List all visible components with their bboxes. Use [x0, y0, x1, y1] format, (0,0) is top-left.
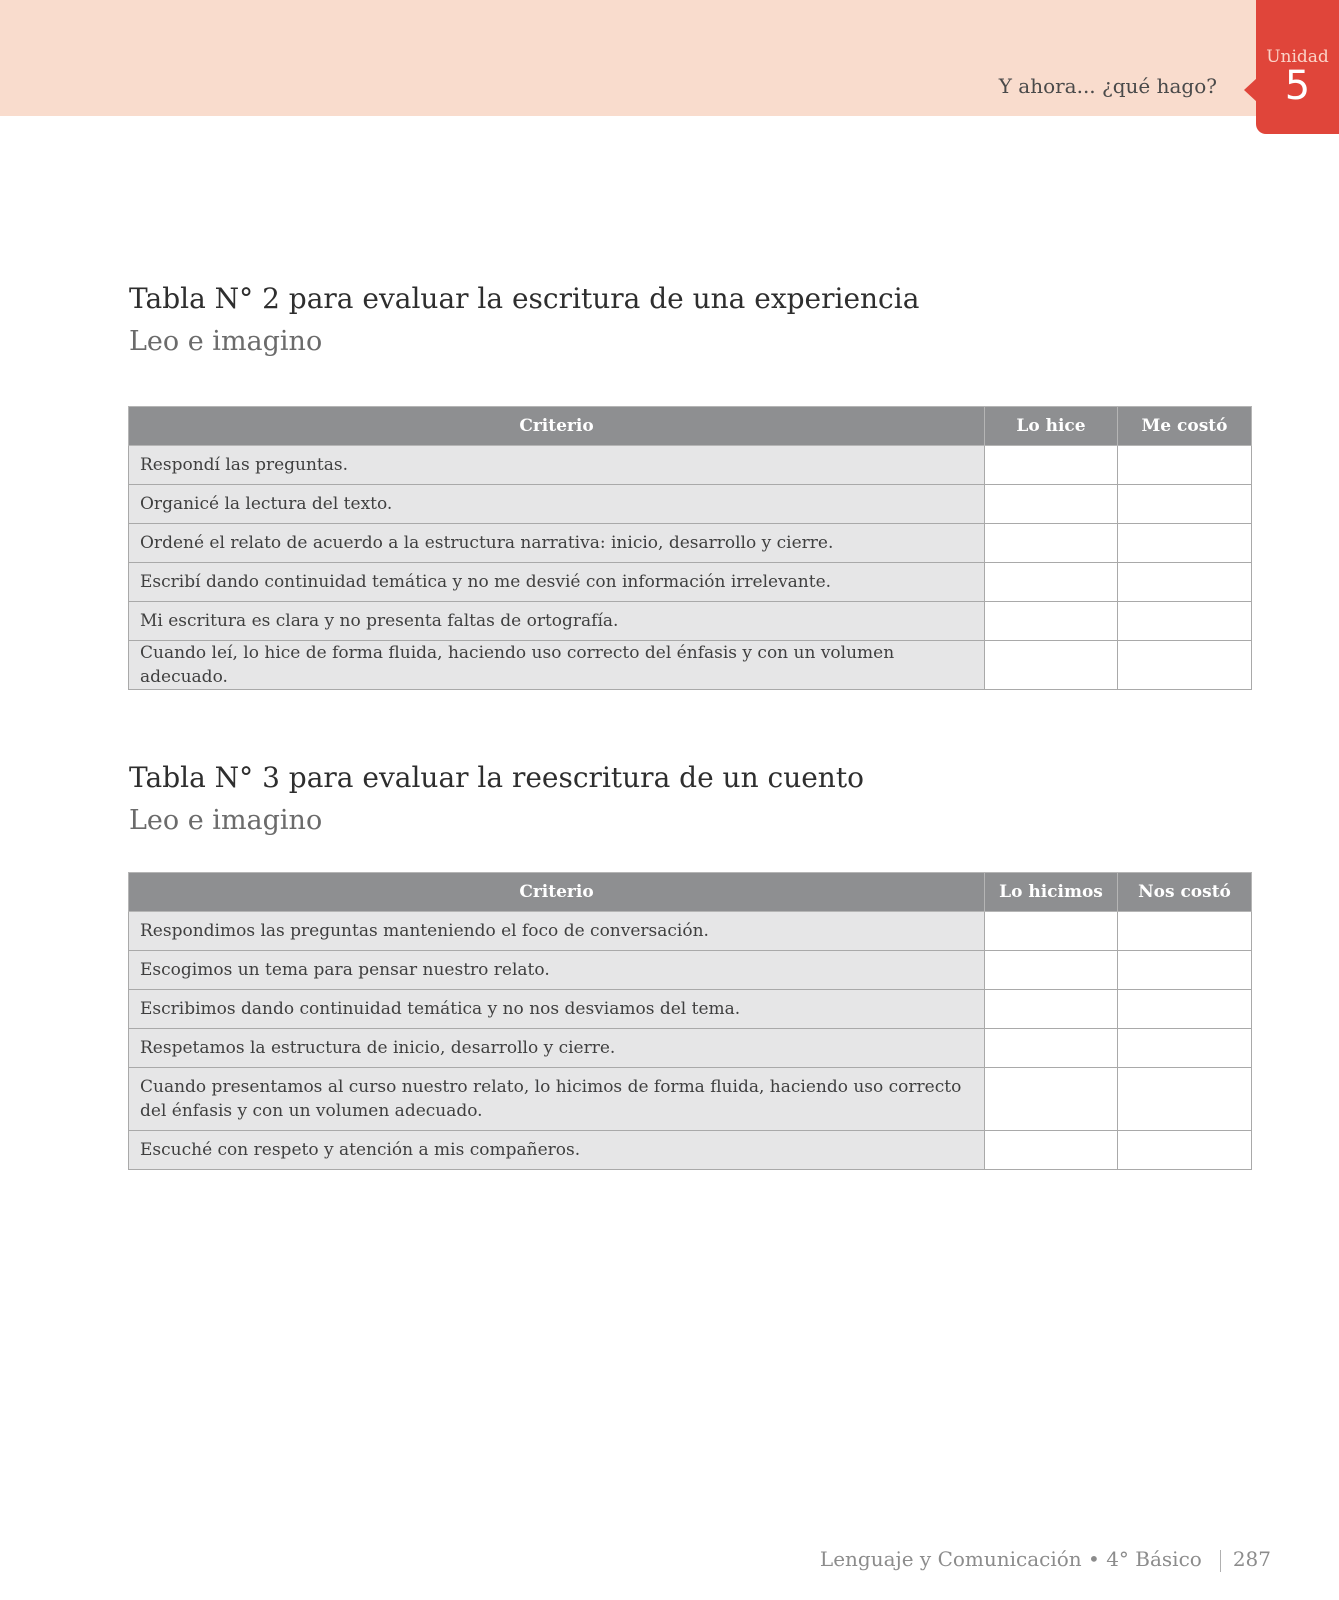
column-header-me-costo: Me costó: [1118, 407, 1252, 446]
check-cell-nos-costo[interactable]: [1118, 1131, 1252, 1170]
criterion-text: Escribí dando continuidad temática y no me desvié con información irrelevante.: [129, 563, 985, 602]
header-band: [0, 0, 1339, 116]
check-cell-lo-hicimos[interactable]: [985, 990, 1118, 1029]
table-header-row: [129, 407, 1252, 446]
unit-number: 5: [1284, 63, 1311, 109]
table-row: [129, 1068, 1252, 1131]
column-header-lo-hice: Lo hice: [985, 407, 1118, 446]
check-cell-me-costo[interactable]: [1118, 485, 1252, 524]
criterion-text: Respondimos las preguntas manteniendo el foco de conversación.: [129, 912, 985, 951]
check-cell-lo-hice[interactable]: [985, 524, 1118, 563]
check-cell-nos-costo[interactable]: [1118, 1029, 1252, 1068]
unit-tab: [1256, 0, 1339, 134]
check-cell-nos-costo[interactable]: [1118, 951, 1252, 990]
table-row: [129, 485, 1252, 524]
check-cell-me-costo[interactable]: [1118, 641, 1252, 690]
table-row: [129, 1029, 1252, 1068]
table2-title: Tabla N° 2 para evaluar la escritura de una experiencia: [129, 282, 920, 315]
check-cell-lo-hice[interactable]: [985, 563, 1118, 602]
table-row: [129, 951, 1252, 990]
table-row: [129, 641, 1252, 690]
criterion-text: Cuando leí, lo hice de forma fluida, haciendo uso correcto del énfasis y con un volumen adecuado.: [129, 641, 985, 690]
criterion-text: Organicé la lectura del texto.: [129, 485, 985, 524]
check-cell-nos-costo[interactable]: [1118, 1068, 1252, 1131]
table-row: [129, 990, 1252, 1029]
table3-title: Tabla N° 3 para evaluar la reescritura de un cuento: [129, 761, 864, 794]
column-header-criterio: Criterio: [129, 873, 985, 912]
check-cell-lo-hice[interactable]: [985, 641, 1118, 690]
criterion-text: Escribimos dando continuidad temática y no nos desviamos del tema.: [129, 990, 985, 1029]
check-cell-nos-costo[interactable]: [1118, 912, 1252, 951]
column-header-criterio: Criterio: [129, 407, 985, 446]
column-header-nos-costo: Nos costó: [1118, 873, 1252, 912]
table-row: [129, 602, 1252, 641]
table3: [128, 872, 1252, 1170]
footer-book-title: Lenguaje y Comunicación • 4° Básico: [819, 1547, 1202, 1571]
check-cell-lo-hice[interactable]: [985, 602, 1118, 641]
page-number: 287: [1232, 1547, 1271, 1571]
table-row: [129, 1131, 1252, 1170]
table-row: [129, 912, 1252, 951]
table2-subtitle: Leo e imagino: [129, 326, 323, 357]
check-cell-lo-hicimos[interactable]: [985, 912, 1118, 951]
criterion-text: Mi escritura es clara y no presenta faltas de ortografía.: [129, 602, 985, 641]
criterion-text: Ordené el relato de acuerdo a la estructura narrativa: inicio, desarrollo y cierre.: [129, 524, 985, 563]
check-cell-me-costo[interactable]: [1118, 602, 1252, 641]
page-footer: [820, 1547, 1271, 1572]
check-cell-lo-hicimos[interactable]: [985, 1068, 1118, 1131]
check-cell-lo-hicimos[interactable]: [985, 1029, 1118, 1068]
section-title: Y ahora... ¿qué hago?: [998, 74, 1217, 98]
criterion-text: Respondí las preguntas.: [129, 446, 985, 485]
check-cell-lo-hice[interactable]: [985, 446, 1118, 485]
check-cell-nos-costo[interactable]: [1118, 990, 1252, 1029]
check-cell-me-costo[interactable]: [1118, 563, 1252, 602]
table-row: [129, 524, 1252, 563]
footer-divider: [1220, 1550, 1221, 1572]
table-header-row: [129, 873, 1252, 912]
check-cell-lo-hicimos[interactable]: [985, 951, 1118, 990]
criterion-text: Cuando presentamos al curso nuestro relato, lo hicimos de forma fluida, haciendo uso correcto del énfasis y con un volumen adecuado.: [129, 1068, 985, 1131]
criterion-text: Respetamos la estructura de inicio, desarrollo y cierre.: [129, 1029, 985, 1068]
check-cell-me-costo[interactable]: [1118, 446, 1252, 485]
table-row: [129, 563, 1252, 602]
unit-label: Unidad: [1266, 47, 1329, 67]
criterion-text: Escuché con respeto y atención a mis compañeros.: [129, 1131, 985, 1170]
check-cell-lo-hice[interactable]: [985, 485, 1118, 524]
check-cell-me-costo[interactable]: [1118, 524, 1252, 563]
table-row: [129, 446, 1252, 485]
table2: [128, 406, 1252, 690]
table3-subtitle: Leo e imagino: [129, 805, 323, 836]
column-header-lo-hicimos: Lo hicimos: [985, 873, 1118, 912]
check-cell-lo-hicimos[interactable]: [985, 1131, 1118, 1170]
criterion-text: Escogimos un tema para pensar nuestro relato.: [129, 951, 985, 990]
